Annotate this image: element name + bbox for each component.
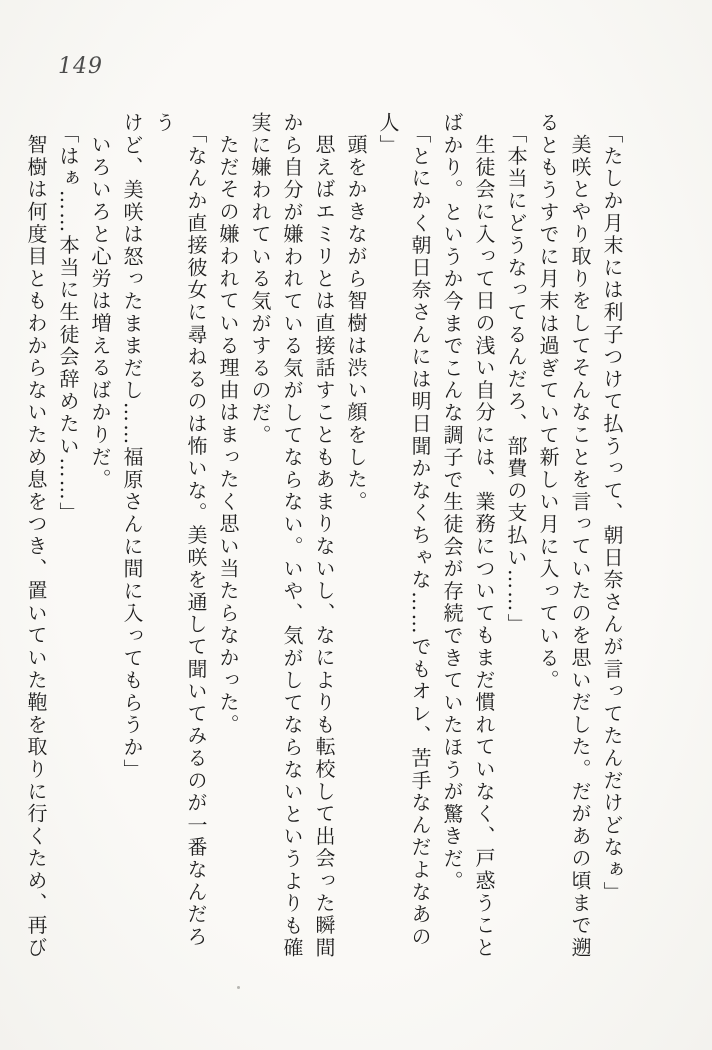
text-line: 生徒会に入って日の浅い自分には、業務についてもまだ慣れていなく、戸惑うこと: [472, 134, 496, 960]
text-line: いろいろと心労は増えるばかりだ。: [88, 134, 112, 491]
text-line: 「はぁ……本当に生徒会辞めたい……」: [56, 123, 80, 525]
text-line: 「なんか直接彼女に尋ねるのは怖いな。美咲を通して聞いてみるのが一番なんだろう: [152, 112, 208, 949]
text-line: 「本当にどうなってるんだろ、部費の支払い……」: [504, 123, 528, 636]
text-line: 実に嫌われている気がするのだ。: [248, 112, 272, 447]
vertical-text-block: [24, 112, 628, 960]
text-line: 「とにかく朝日奈さんには明日聞かなくちゃな……でもオレ、苦手なんだよなあの人」: [376, 112, 432, 949]
text-line: ばかり。というか今までこんな調子で生徒会が存続できていたほうが驚きだ。: [440, 112, 464, 893]
text-line: けど、美咲は怒ったままだし……福原さんに間に入ってもらうか」: [120, 112, 144, 781]
text-line: 美咲とやり取りをしてそんなことを言っていたのを思いだした。だがあの頃まで遡: [568, 134, 592, 960]
text-line: 智樹は何度目ともわからないため息をつき、置いていた鞄を取りに行くため、再び: [24, 134, 48, 960]
text-line: ただその嫌われている理由はまったく思い当たらなかった。: [216, 134, 240, 737]
text-line: 思えばエミリとは直接話すこともあまりないし、なによりも転校して出会った瞬間: [312, 134, 336, 960]
page-number: 149: [58, 54, 103, 79]
scan-speck: [237, 986, 240, 989]
text-line: から自分が嫌われている気がしてならない。いや、気がしてならないというよりも確: [280, 112, 304, 960]
text-line: 頭をかきながら智樹は渋い顔をした。: [344, 134, 368, 514]
text-line: るともうすでに月末は過ぎていて新しい月に入っている。: [536, 112, 560, 692]
text-line: 「たしか月末には利子つけて払うって、朝日奈さんが言ってたんだけどなぁ」: [600, 123, 624, 904]
